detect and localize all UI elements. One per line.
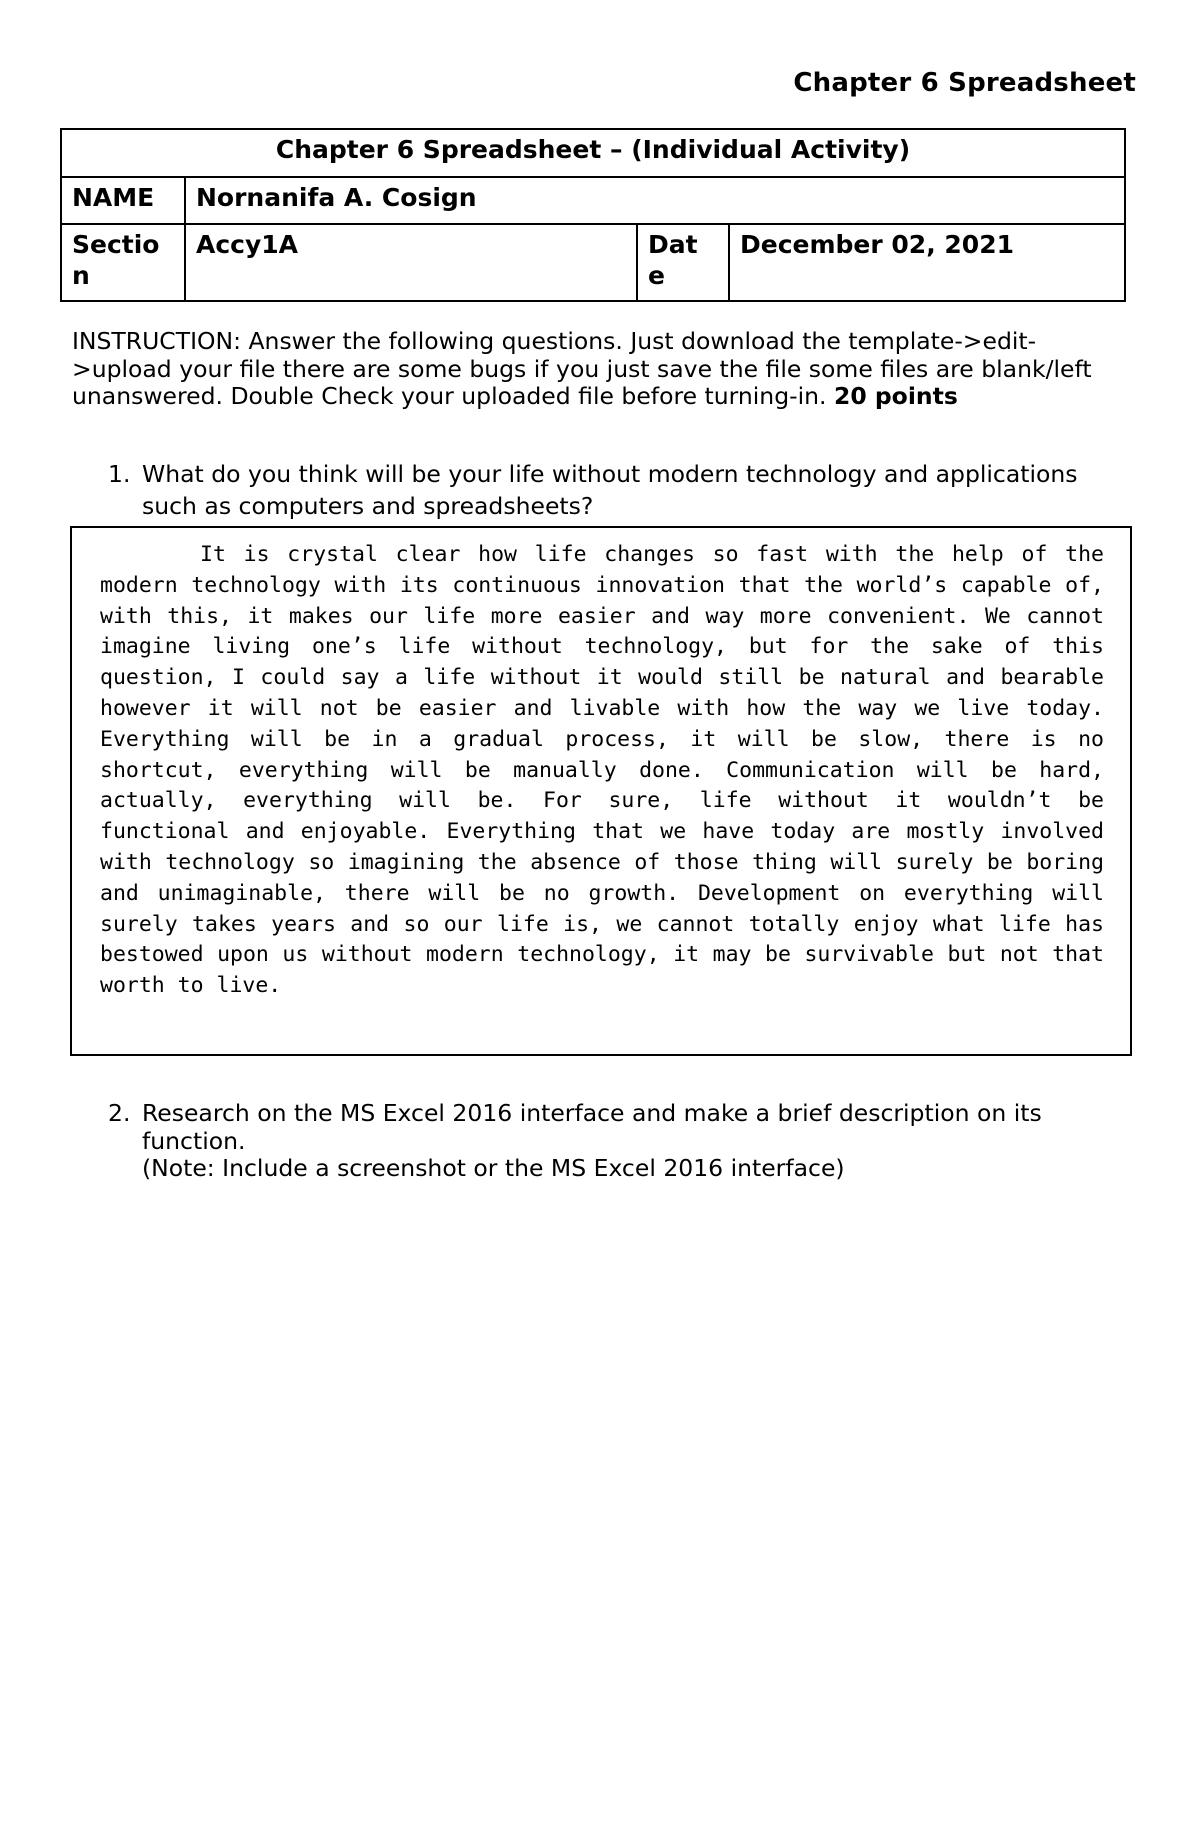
question-2	[108, 1100, 1108, 1183]
answer-box	[70, 526, 1132, 1056]
name-label: NAME	[61, 177, 185, 224]
question-number: 1.	[108, 460, 131, 488]
question-text: What do you think will be your life without modern technology and applications such as computers and spreadsheets?	[142, 460, 1078, 520]
page-header-title: Chapter 6 Spreadsheet	[793, 68, 1136, 98]
date-value: December 02, 2021	[729, 224, 1125, 301]
section-label	[61, 224, 185, 301]
question-note: (Note: Include a screenshot or the MS Excel 2016 interface)	[142, 1154, 845, 1182]
section-label-text: Sectio n	[72, 230, 160, 290]
instruction-points: 20 points	[833, 382, 958, 410]
section-value: Accy1A	[185, 224, 637, 301]
question-number: 2.	[108, 1099, 131, 1127]
date-label	[637, 224, 729, 301]
question-1	[108, 458, 1108, 522]
name-value: Nornanifa A. Cosign	[185, 177, 1125, 224]
answer-text: It is crystal clear how life changes so fast with the help of the modern technology with its continuous innovation that the world’s capable of, with this, it makes our life more easier and way more convenient. We cannot imagine living one’s life without technology, but for the sake of this question, I could say a life without it would still be natural and bearable however it will not be easier and livable with how the way we live today. Everything will be in a gradual process, it will be slow, there is no shortcut, everything will be manually done. Communication will be hard, actually, everything will be. For sure, life without it wouldn’t be functional and enjoyable. Everything that we have today are mostly involved with technology so imagining the absence of those thing will surely be boring and unimaginable, there will be no growth. Development on everything will surely takes years and so our life is, we cannot totally enjoy what life has bestowed upon us without modern technology, it may be survivable but not that worth to live.	[100, 542, 1104, 999]
instruction	[72, 328, 1122, 411]
date-label-text: Dat e	[648, 230, 698, 290]
info-table-title: Chapter 6 Spreadsheet – (Individual Activity)	[61, 129, 1125, 177]
instruction-text: INSTRUCTION: Answer the following questions. Just download the template->edit->upload your file there are some bugs if you just save the file some files are blank/left unanswered. Double Check your uploaded file before turning-in.	[72, 327, 1092, 410]
question-text: Research on the MS Excel 2016 interface and make a brief description on its function.	[142, 1099, 1042, 1155]
info-table	[60, 128, 1126, 302]
